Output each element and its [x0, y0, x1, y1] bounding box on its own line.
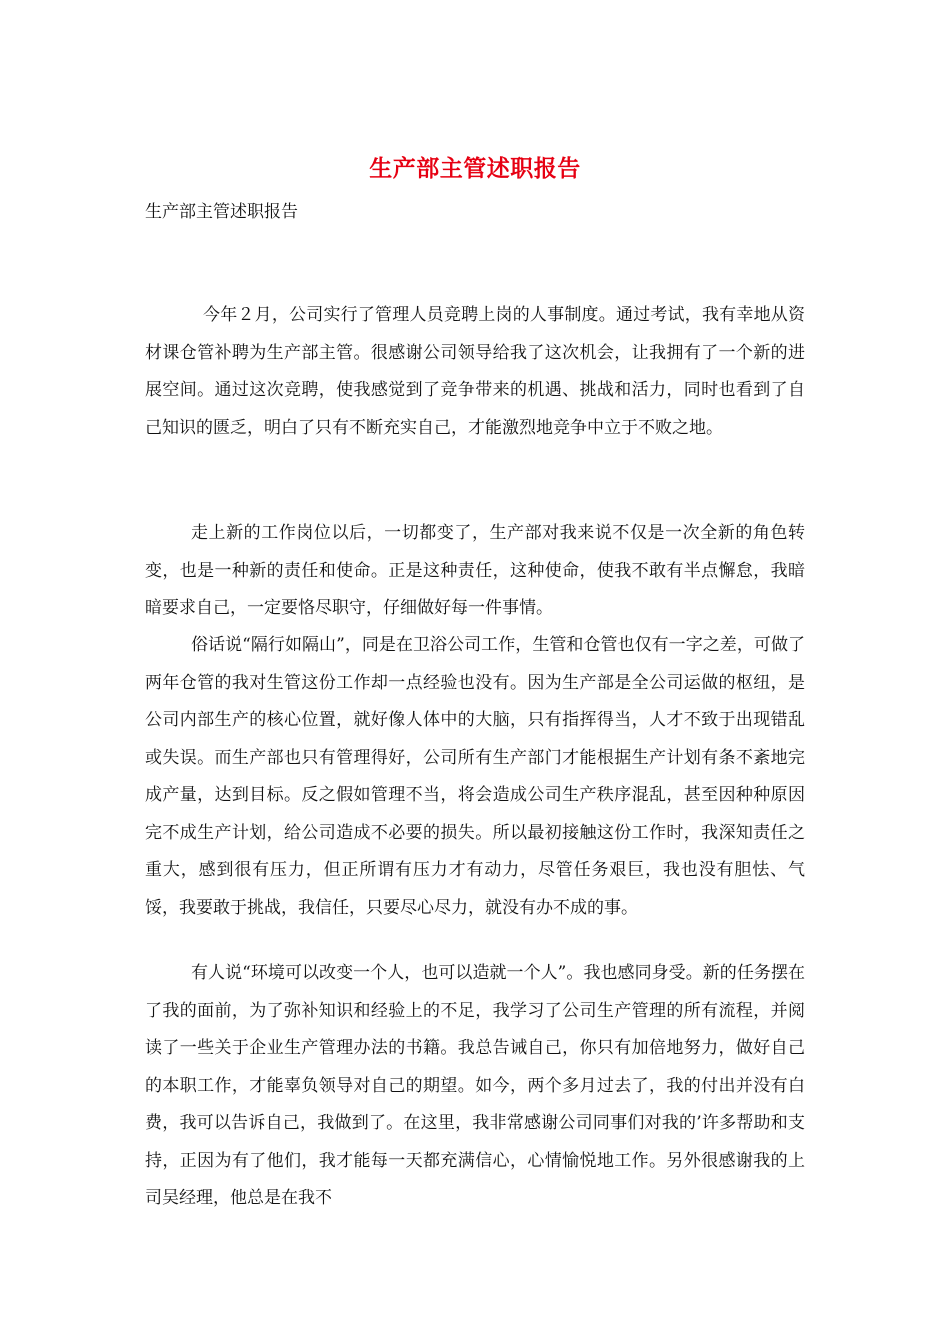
- document-subtitle: 生产部主管述职报告: [145, 202, 298, 222]
- body-paragraph-3: 俗话说“隔行如隔山”，同是在卫浴公司工作，生管和仓管也仅有一字之差，可做了两年仓管的我对生管这份工作却一点经验也没有。因为生产部是全公司运做的枢纽，是公司内部生产的核心位置，就好像人体中的大脑，只有指挥得当，人才不致于出现错乱或失误。而生产部也只有管理得好，公司所有生产部门才能根据生产计划有条不紊地完成产量，达到目标。反之假如管理不当，将会造成公司生产秩序混乱，甚至因种种原因完不成生产计划，给公司造成不必要的损失。所以最初接触这份工作时，我深知责任之重大，感到很有压力，但正所谓有压力才有动力，尽管任务艰巨，我也没有胆怯、气馁，我要敢于挑战，我信任，只要尽心尽力，就没有办不成的事。: [145, 635, 805, 918]
- body-paragraph-1: 今年２月，公司实行了管理人员竞聘上岗的人事制度。通过考试，我有幸地从资材课仓管补聘为生产部主管。很感谢公司领导给我了这次机会，让我拥有了一个新的进展空间。通过这次竞聘，使我感觉到了竞争带来的机遇、挑战和活力，同时也看到了自己知识的匮乏，明白了只有不断充实自己，才能激烈地竞争中立于不败之地。: [145, 305, 805, 438]
- body-paragraph-2: 走上新的工作岗位以后，一切都变了，生产部对我来说不仅是一次全新的角色转变，也是一种新的责任和使命。正是这种责任，这种使命，使我不敢有半点懈怠，我暗暗要求自己，一定要恪尽职守，仔细做好每一件事情。: [145, 523, 805, 618]
- document-title: 生产部主管述职报告: [369, 155, 581, 182]
- body-paragraph-4: 有人说“环境可以改变一个人，也可以造就一个人”。我也感同身受。新的任务摆在了我的面前，为了弥补知识和经验上的不足，我学习了公司生产管理的所有流程，并阅读了一些关于企业生产管理办法的书籍。我总告诫自己，你只有加倍地努力，做好自己的本职工作，才能辜负领导对自己的期望。如今，两个多月过去了，我的付出并没有白费，我可以告诉自己，我做到了。在这里，我非常感谢公司同事们对我的’许多帮助和支持，正因为有了他们，我才能每一天都充满信心，心情愉悦地工作。另外很感谢我的上司吴经理，他总是在我不: [145, 963, 805, 1208]
